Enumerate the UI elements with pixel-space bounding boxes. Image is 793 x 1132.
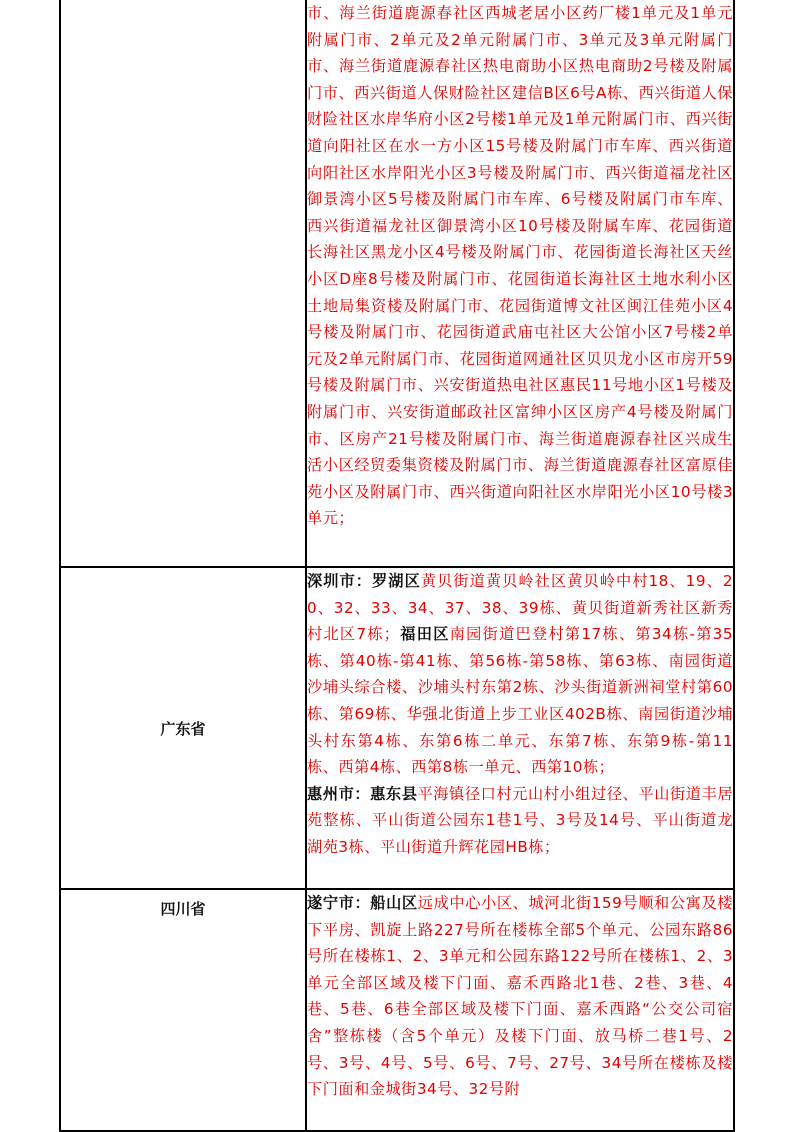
region-table — [59, 0, 735, 1132]
area-list-text: 市、海兰街道鹿源春社区西城老居小区药厂楼1单元及1单元附属门市、2单元及2单元附属门市、3单元及3单元附属门市、海兰街道鹿源春社区热电商助小区热电商助2号楼及附属门市、西兴街道人保财险社区建信B区6号A栋、西兴街道人保财险社区水岸华府小区2号楼1单元及1单元附属门市、西兴街道向阳社区在水一方小区15号楼及附属门市车库、西兴街道向阳社区水岸阳光小区3号楼及附属门市、西兴街道福龙社区御景湾小区5号楼及附属门市车库、6号楼及附属门市车库、西兴街道福龙社区御景湾小区10号楼及附属车库、花园街道长海社区黑龙小区4号楼及附属门市、花园街道长海社区天丝小区D座8号楼及附属门市、花园街道长海社区土地水利小区土地局集资楼及附属门市、花园街道博文社区闽江佳苑小区4号楼及附属门市、花园街道武庙屯社区大公馆小区7号楼2单元及2单元附属门市、花园街道网通社区贝贝龙小区市房开59号楼及附属门市、兴安街道热电社区惠民11号地小区1号楼及附属门市、兴安街道邮政社区富绅小区区房产4号楼及附属门市、区房产21号楼及附属门市、海兰街道鹿源春社区兴成生活小区经贸委集资楼及附属门市、海兰街道鹿源春社区富原佳苑小区及附属门市、西兴街道向阳社区水岸阳光小区10号楼3单元； — [307, 4, 733, 528]
city-paragraph — [307, 781, 733, 861]
area-list-text: 南园街道巴登村第17栋、第34栋-第35栋、第40栋-第41栋、第56栋-第58栋、第63栋、南园街道沙埔头综合楼、沙埔头村东第2栋、沙头街道新洲祠堂村第60栋、第69栋、华强北街道上步工业区402B栋、南园街道沙埔头村东第4栋、东第6栋二单元、东第7栋、东第9栋-第11栋、西第4栋、西第8栋一单元、西第10栋； — [307, 625, 733, 777]
table-row — [60, 0, 734, 567]
content-cell — [306, 889, 734, 1131]
city-district-label: 遂宁市：船山区 — [307, 894, 418, 912]
area-list-text: 黄贝街道黄贝岭社区黄贝岭中村18、19、20、32、33、34、37、38、39栋、黄贝街道新秀社区新秀村北区7栋； — [307, 572, 733, 644]
province-name: 广东省 — [160, 719, 206, 738]
city-district-label: 深圳市：罗湖区 — [307, 572, 421, 590]
content-cell — [306, 567, 734, 889]
area-list-text: 远成中心小区、城河北街159号顺和公寓及楼下平房、凯旋上路227号所在楼栋全部5个单元、公园东路86号所在楼栋1、2、3单元和公园东路122号所在楼栋1、2、3单元全部区域及楼下门面、嘉禾西路北1巷、2巷、3巷、4巷、5巷、6巷全部区域及楼下门面、嘉禾西路“公交公司宿舍”整栋楼（含5个单元）及楼下门面、放马桥二巷1号、2号、3号、4号、5号、6号、7号、27号、34号所在楼栋及楼下门面和金城街34号、32号附 — [307, 894, 733, 1099]
province-cell — [60, 0, 306, 567]
province-cell — [60, 567, 306, 889]
province-cell — [60, 889, 306, 1131]
district-label: 福田区 — [399, 625, 450, 644]
city-district-label: 惠州市：惠东县 — [307, 784, 418, 803]
city-paragraph — [307, 568, 733, 781]
table-row — [60, 889, 734, 1131]
content-cell — [306, 0, 734, 567]
area-list-text: 平海镇径口村元山村小组过径、平山街道丰居苑整栋、平山街道公园东1巷1号、3号及14号、平山街道龙湖苑3栋、平山街道升辉花园HB栋； — [307, 784, 733, 856]
province-name: 四川省 — [160, 900, 206, 918]
table-row — [60, 567, 734, 889]
city-paragraph — [307, 890, 733, 1103]
